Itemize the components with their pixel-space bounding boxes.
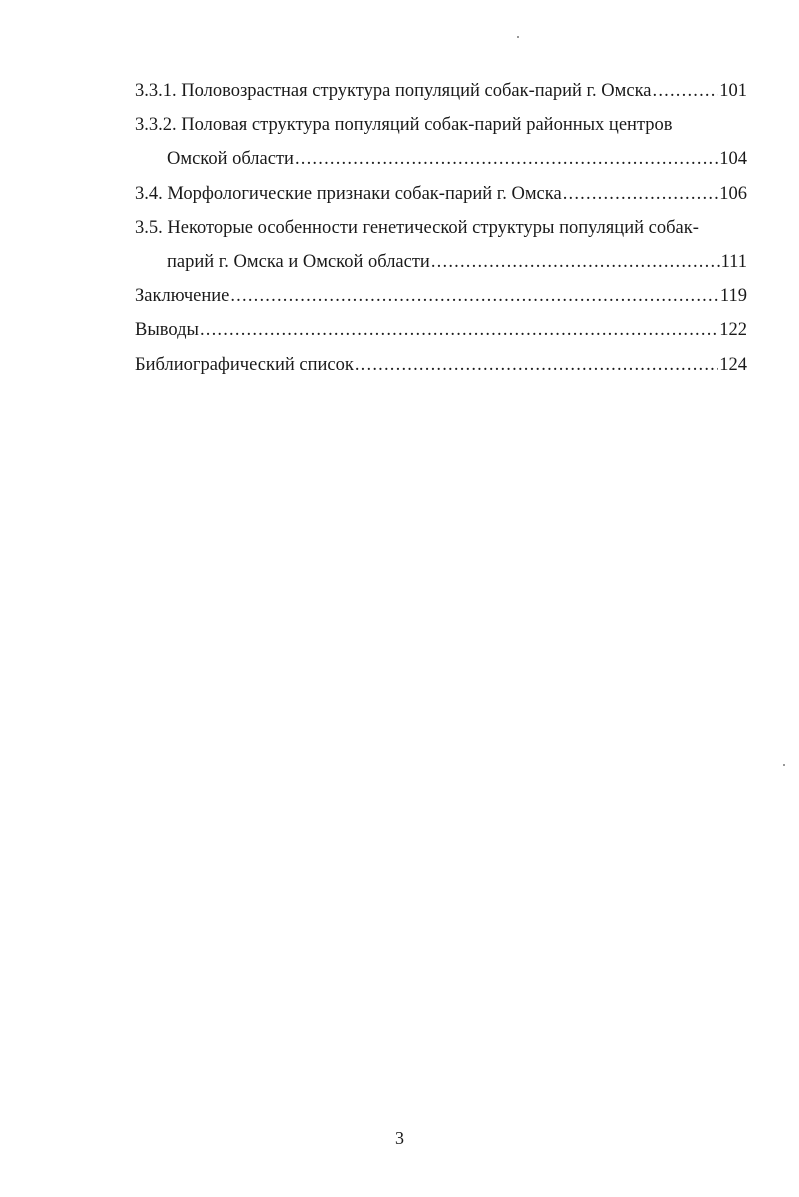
toc-entry-title: Библиографический список	[135, 354, 354, 375]
toc-entry-page: 119	[719, 286, 747, 307]
toc-entry-3-5	[135, 211, 747, 245]
toc-leader-dots	[200, 313, 718, 347]
toc-entry-title: Выводы	[135, 320, 199, 341]
toc-entry-title: Заключение	[135, 286, 230, 307]
toc-leader-dots	[563, 177, 719, 211]
table-of-contents	[135, 74, 747, 382]
toc-entry-3-5-continued	[135, 245, 747, 279]
toc-leader-dots	[431, 245, 720, 279]
page-number: 3	[395, 1128, 404, 1148]
toc-entry-bibliography	[135, 348, 747, 382]
toc-entry-page: 122	[719, 320, 747, 341]
toc-entry-title: 3.3.2. Половая структура популяций собак-парий районных центров	[135, 115, 673, 136]
toc-entry-page: 111	[720, 251, 747, 272]
toc-entry-title: парий г. Омска и Омской области	[167, 251, 430, 272]
toc-entry-3-3-2-continued	[135, 142, 747, 176]
toc-leader-dots	[653, 74, 719, 108]
toc-leader-dots	[295, 142, 718, 176]
toc-entry-3-3-2	[135, 108, 747, 142]
toc-entry-conclusion	[135, 279, 747, 313]
toc-leader-dots	[355, 348, 718, 382]
toc-entry-title: 3.3.1. Половозрастная структура популяций собак-парий г. Омска	[135, 81, 652, 101]
toc-entry-findings	[135, 313, 747, 347]
toc-entry-3-4	[135, 177, 747, 211]
toc-entry-page: 106	[719, 183, 747, 204]
scan-speck	[783, 764, 785, 766]
toc-leader-dots	[230, 279, 719, 313]
toc-entry-title: Омской области	[167, 149, 294, 170]
toc-entry-page: 104	[719, 149, 747, 170]
toc-entry-page: 124	[719, 354, 747, 375]
toc-entry-title: 3.5. Некоторые особенности генетической структуры популяций собак-	[135, 217, 699, 238]
toc-entry-3-3-1	[135, 74, 747, 108]
toc-entry-title: 3.4. Морфологические признаки собак-парий г. Омска	[135, 183, 562, 204]
scan-speck	[517, 36, 519, 38]
toc-entry-page: 101	[719, 81, 747, 101]
